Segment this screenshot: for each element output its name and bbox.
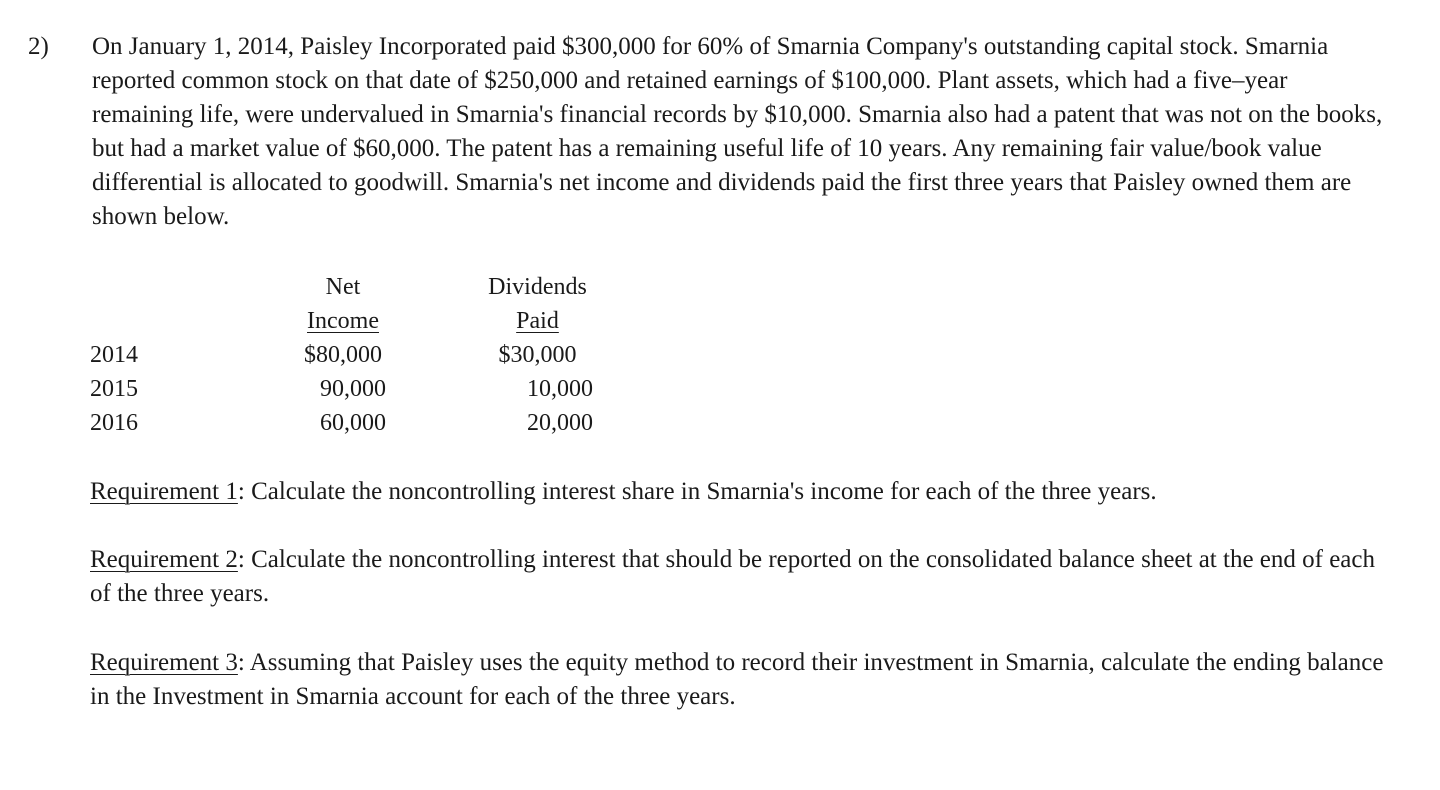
dividends-header-line2: Paid: [516, 308, 559, 334]
dividends-cell: 10,000: [527, 376, 593, 402]
net-income-header-line1: Net: [325, 274, 361, 300]
net-income-column: [288, 270, 398, 440]
requirement-1: [90, 475, 1390, 509]
year-cell: 2015: [90, 376, 138, 402]
requirement-label: Requirement 1: [90, 478, 238, 505]
problem-body: On January 1, 2014, Paisley Incorporated paid $300,000 for 60% of Smarnia Company's outstanding capital stock. Smarnia reported common stock on that date of $250,000 and retained earnings of $100,000. Plant assets, which had a five–year remaining life, were undervalued in Smarnia's financial records by $10,000. Smarnia also had a patent that was not on the books, but had a market value of $60,000. The patent has a remaining useful life of 10 years. Any remaining fair value/book value differential is allocated to goodwill. Smarnia's net income and dividends paid the first three years that Paisley owned them are shown below.: [92, 33, 1383, 230]
dividends-header-line1: Dividends: [488, 274, 587, 300]
requirement-2: [90, 543, 1390, 611]
dividends-cell: $30,000: [498, 342, 577, 368]
problem-statement: [28, 30, 1395, 234]
net-income-cell: $80,000: [304, 342, 382, 368]
dividends-cell: 20,000: [527, 410, 593, 436]
requirement-3: [90, 646, 1390, 714]
net-income-cell: 90,000: [320, 376, 386, 402]
net-income-header-line2: Income: [307, 308, 379, 334]
requirement-text: : Calculate the noncontrolling interest that should be reported on the consolidated balance sheet at the end of each of the three years.: [90, 546, 1375, 607]
problem-number: 2): [28, 33, 49, 60]
year-cell: 2014: [90, 342, 138, 368]
dividends-column: [470, 270, 605, 440]
problem-paragraph: [28, 30, 1395, 234]
requirement-text: : Assuming that Paisley uses the equity method to record their investment in Smarnia, calculate the ending balance in the Investment in Smarnia account for each of the three years.: [90, 649, 1384, 710]
year-column: [90, 338, 170, 440]
requirement-label: Requirement 2: [90, 546, 238, 573]
requirement-text: : Calculate the noncontrolling interest share in Smarnia's income for each of the three years.: [237, 478, 1157, 505]
net-income-cell: 60,000: [320, 410, 386, 436]
requirement-label: Requirement 3: [90, 649, 238, 676]
year-cell: 2016: [90, 410, 138, 436]
